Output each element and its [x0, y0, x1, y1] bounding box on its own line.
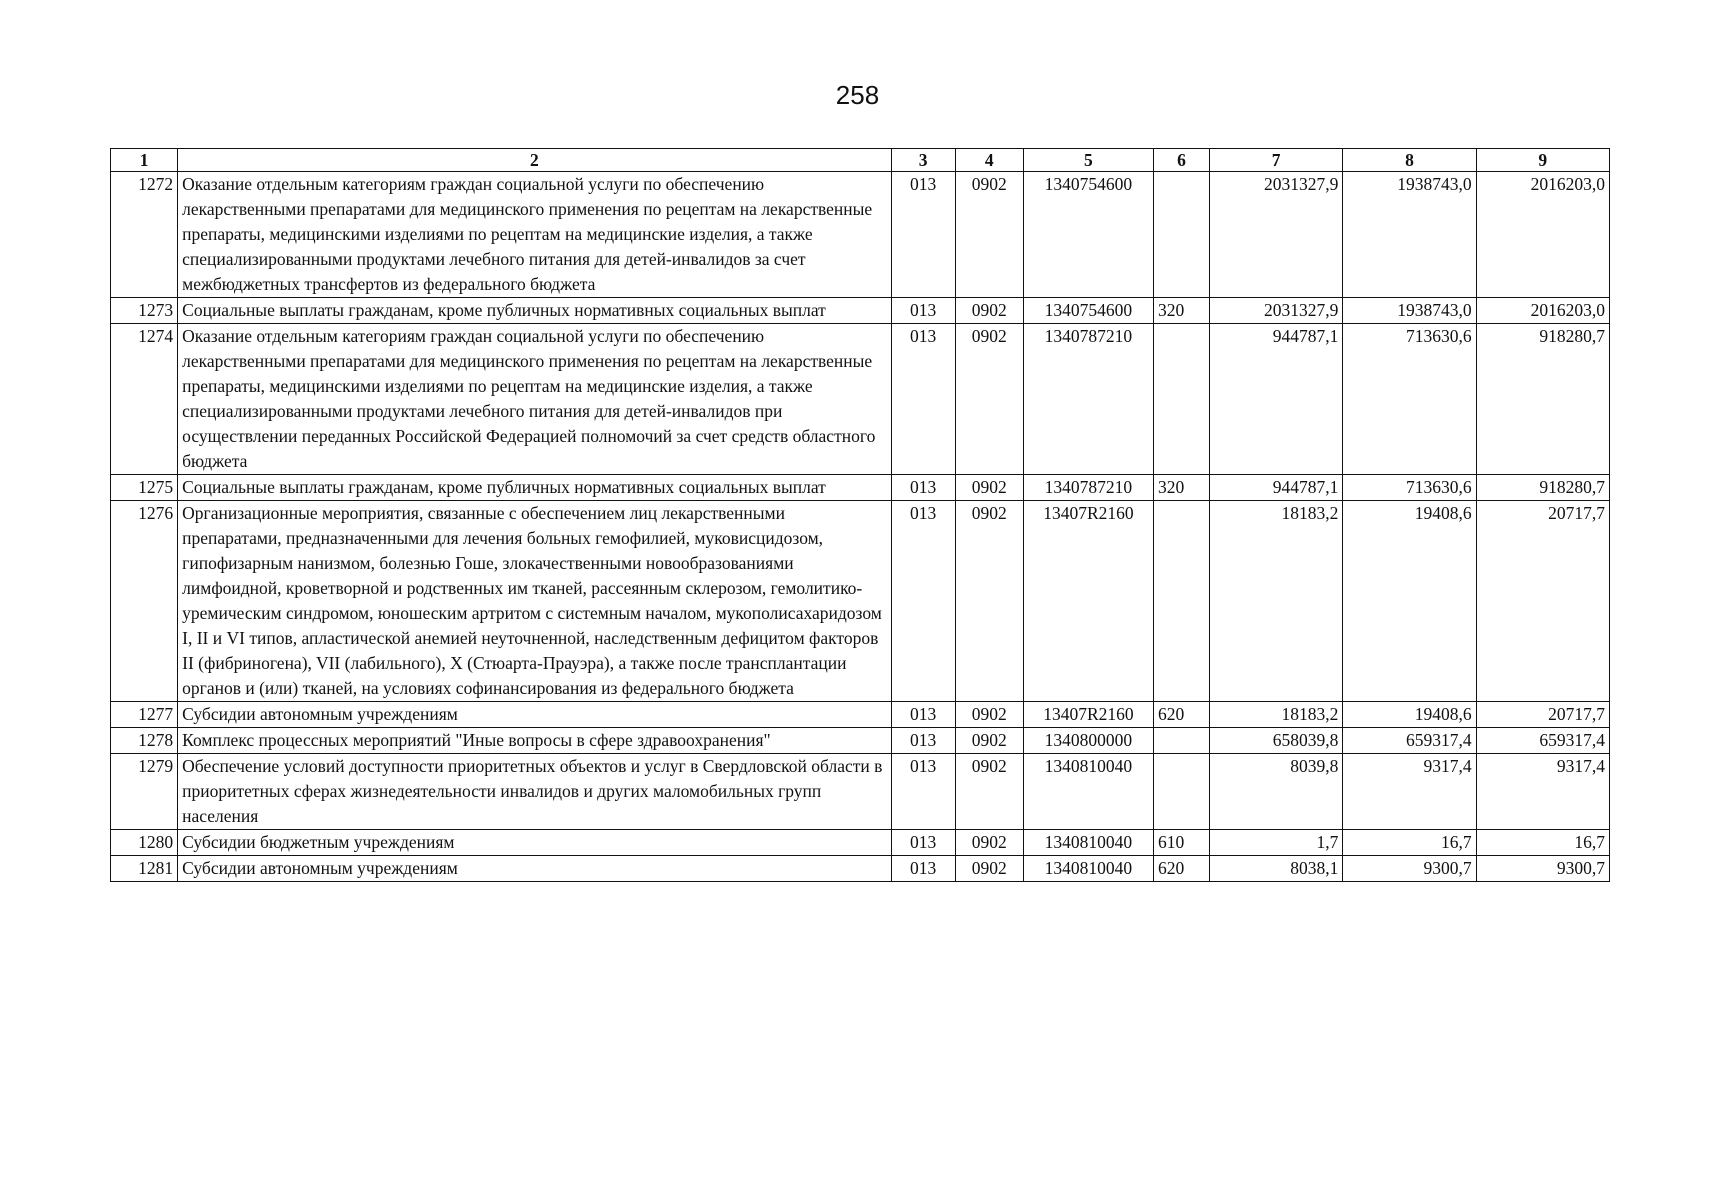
col7-value: 18183,2 [1210, 702, 1343, 728]
col6-value [1154, 501, 1210, 702]
row-number: 1275 [111, 475, 178, 501]
col7-value: 944787,1 [1210, 475, 1343, 501]
col9-value: 918280,7 [1476, 324, 1609, 475]
col4-value: 0902 [955, 830, 1023, 856]
col4-value: 0902 [955, 856, 1023, 882]
row-description: Организационные мероприятия, связанные с обеспечением лиц лекарственными препаратами, предназначенными для лечения больных гемофилией, муковисцидозом, гипофизарным нанизмом, болезнью Гоше, злокачественными новообразованиями лимфоидной, кроветворной и родственных им тканей, рассеянным склерозом, гемолитико-уремическим синдромом, юношеским артритом с системным началом, мукополисахаридозом I, II и VI типов, апластической анемией неуточненной, наследственным дефицитом факторов II (фибриногена), VII (лабильного), X (Стюарта-Прауэра), а также после трансплантации органов и (или) тканей, на условиях софинансирования из федерального бюджета [178, 501, 891, 702]
col3-value: 013 [891, 501, 955, 702]
col4-value: 0902 [955, 754, 1023, 830]
col3-value: 013 [891, 298, 955, 324]
col6-value: 320 [1154, 475, 1210, 501]
col8-value: 1938743,0 [1343, 172, 1476, 298]
col3-value: 013 [891, 856, 955, 882]
row-description: Обеспечение условий доступности приоритетных объектов и услуг в Свердловской области в приоритетных сферах жизнедеятельности инвалидов и других маломобильных групп населения [178, 754, 891, 830]
table-row [111, 324, 1610, 475]
col9-value: 2016203,0 [1476, 172, 1609, 298]
col4-value: 0902 [955, 501, 1023, 702]
table-row [111, 754, 1610, 830]
col9-value: 659317,4 [1476, 728, 1609, 754]
table-row [111, 728, 1610, 754]
row-number: 1274 [111, 324, 178, 475]
col9-value: 2016203,0 [1476, 298, 1609, 324]
col5-value: 13407R2160 [1023, 702, 1153, 728]
col5-value: 1340810040 [1023, 754, 1153, 830]
header-col-3: 3 [891, 149, 955, 172]
row-description: Социальные выплаты гражданам, кроме публичных нормативных социальных выплат [178, 298, 891, 324]
col3-value: 013 [891, 172, 955, 298]
col5-value: 1340754600 [1023, 298, 1153, 324]
col6-value: 610 [1154, 830, 1210, 856]
row-description: Социальные выплаты гражданам, кроме публичных нормативных социальных выплат [178, 475, 891, 501]
row-number: 1272 [111, 172, 178, 298]
col8-value: 9300,7 [1343, 856, 1476, 882]
col8-value: 19408,6 [1343, 702, 1476, 728]
col9-value: 9317,4 [1476, 754, 1609, 830]
col8-value: 9317,4 [1343, 754, 1476, 830]
row-number: 1273 [111, 298, 178, 324]
col7-value: 658039,8 [1210, 728, 1343, 754]
table-row [111, 830, 1610, 856]
col3-value: 013 [891, 475, 955, 501]
col7-value: 1,7 [1210, 830, 1343, 856]
col7-value: 944787,1 [1210, 324, 1343, 475]
col8-value: 1938743,0 [1343, 298, 1476, 324]
table-row [111, 298, 1610, 324]
col6-value: 320 [1154, 298, 1210, 324]
col4-value: 0902 [955, 324, 1023, 475]
row-number: 1279 [111, 754, 178, 830]
col5-value: 13407R2160 [1023, 501, 1153, 702]
header-col-4: 4 [955, 149, 1023, 172]
col7-value: 8039,8 [1210, 754, 1343, 830]
header-col-7: 7 [1210, 149, 1343, 172]
row-number: 1276 [111, 501, 178, 702]
col5-value: 1340810040 [1023, 856, 1153, 882]
page-number: 258 [835, 80, 880, 110]
table-row [111, 856, 1610, 882]
row-description: Оказание отдельным категориям граждан социальной услуги по обеспечению лекарственными препаратами для медицинского применения по рецептам на лекарственные препараты, медицинскими изделиями по рецептам на медицинские изделия, а также специализированными продуктами лечебного питания для детей-инвалидов за счет межбюджетных трансфертов из федерального бюджета [178, 172, 891, 298]
header-col-9: 9 [1476, 149, 1609, 172]
col9-value: 20717,7 [1476, 702, 1609, 728]
col9-value: 918280,7 [1476, 475, 1609, 501]
col5-value: 1340787210 [1023, 475, 1153, 501]
header-col-6: 6 [1154, 149, 1210, 172]
row-number: 1278 [111, 728, 178, 754]
col6-value: 620 [1154, 856, 1210, 882]
row-description: Субсидии автономным учреждениям [178, 856, 891, 882]
col9-value: 16,7 [1476, 830, 1609, 856]
header-col-8: 8 [1343, 149, 1476, 172]
col3-value: 013 [891, 702, 955, 728]
col9-value: 9300,7 [1476, 856, 1609, 882]
table-row [111, 172, 1610, 298]
col4-value: 0902 [955, 728, 1023, 754]
col5-value: 1340754600 [1023, 172, 1153, 298]
header-col-1: 1 [111, 149, 178, 172]
table-row [111, 702, 1610, 728]
col8-value: 16,7 [1343, 830, 1476, 856]
col7-value: 8038,1 [1210, 856, 1343, 882]
row-number: 1281 [111, 856, 178, 882]
col3-value: 013 [891, 324, 955, 475]
col6-value [1154, 754, 1210, 830]
col7-value: 18183,2 [1210, 501, 1343, 702]
budget-table [110, 148, 1610, 882]
col3-value: 013 [891, 728, 955, 754]
row-number: 1280 [111, 830, 178, 856]
col8-value: 713630,6 [1343, 324, 1476, 475]
table-row [111, 501, 1610, 702]
col3-value: 013 [891, 754, 955, 830]
col9-value: 20717,7 [1476, 501, 1609, 702]
header-col-5: 5 [1023, 149, 1153, 172]
col5-value: 1340800000 [1023, 728, 1153, 754]
col6-value: 620 [1154, 702, 1210, 728]
col8-value: 659317,4 [1343, 728, 1476, 754]
col4-value: 0902 [955, 475, 1023, 501]
row-number: 1277 [111, 702, 178, 728]
col4-value: 0902 [955, 172, 1023, 298]
col6-value [1154, 728, 1210, 754]
col6-value [1154, 324, 1210, 475]
col4-value: 0902 [955, 298, 1023, 324]
header-col-2: 2 [178, 149, 891, 172]
col7-value: 2031327,9 [1210, 298, 1343, 324]
col7-value: 2031327,9 [1210, 172, 1343, 298]
col5-value: 1340810040 [1023, 830, 1153, 856]
col5-value: 1340787210 [1023, 324, 1153, 475]
row-description: Субсидии автономным учреждениям [178, 702, 891, 728]
row-description: Оказание отдельным категориям граждан социальной услуги по обеспечению лекарственными препаратами для медицинского применения по рецептам на лекарственные препараты, медицинскими изделиями по рецептам на медицинские изделия, а также специализированными продуктами лечебного питания для детей-инвалидов при осуществлении переданных Российской Федерацией полномочий за счет средств областного бюджета [178, 324, 891, 475]
col8-value: 713630,6 [1343, 475, 1476, 501]
table-header-row [111, 149, 1610, 172]
col8-value: 19408,6 [1343, 501, 1476, 702]
col3-value: 013 [891, 830, 955, 856]
row-description: Комплекс процессных мероприятий "Иные вопросы в сфере здравоохранения" [178, 728, 891, 754]
table-row [111, 475, 1610, 501]
col6-value [1154, 172, 1210, 298]
col4-value: 0902 [955, 702, 1023, 728]
row-description: Субсидии бюджетным учреждениям [178, 830, 891, 856]
